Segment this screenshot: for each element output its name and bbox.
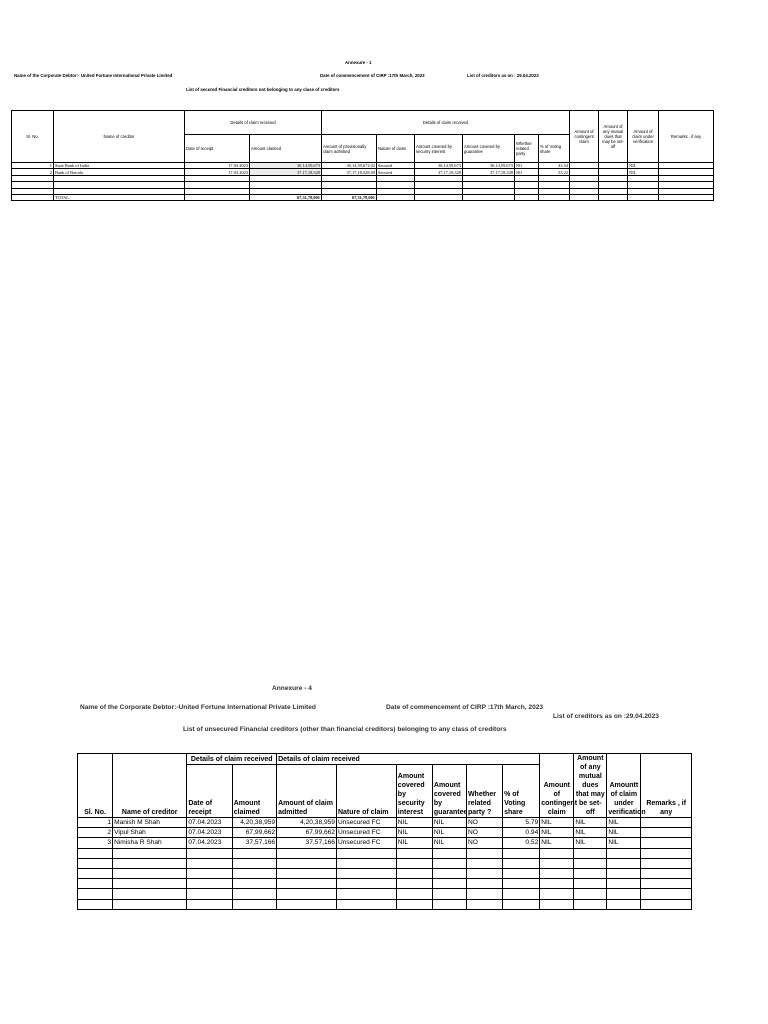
name-cell: Nimisha R Shah — [113, 838, 187, 848]
annexure1-header-contingent: Amount of contingent claim — [570, 111, 599, 163]
security-cell: NIL — [396, 838, 432, 848]
annexure1-header-verification: Amount of claim under verification — [628, 111, 659, 163]
admitted-cell: 37,17,18,328.00 — [322, 169, 377, 175]
annexure1-header-security: Amount covered by security interest — [415, 135, 463, 163]
remarks-cell — [641, 828, 692, 838]
remarks-cell — [641, 818, 692, 828]
annexure4-header-claimed: Amount claimed — [232, 765, 276, 818]
date-cell: 17.03.2023 — [185, 163, 250, 169]
security-cell: NIL — [396, 828, 432, 838]
security-cell: 37,17,18,328 — [415, 169, 463, 175]
table-row — [78, 818, 692, 828]
verification-cell: NIL — [628, 169, 659, 175]
name-cell: State Bank of India — [54, 163, 185, 169]
voting-cell: 5.79 — [503, 818, 540, 828]
annexure4-cirp-date: Date of commencement of CIRP :17th March, 2023 — [386, 704, 544, 711]
annexure4-header-nature: Nature of claim — [336, 765, 396, 818]
total-row — [12, 194, 714, 200]
annexure4-header-claim-received: Details of claim received — [187, 754, 277, 765]
annexure1-cirp-date: Date of commencement of CIRP :17th March, 2023 — [320, 73, 425, 78]
mutual-cell: NIL — [574, 838, 607, 848]
name-cell: Manish M Shah — [113, 818, 187, 828]
guarantee-cell: NIL — [432, 838, 466, 848]
related-cell: NO — [466, 818, 502, 828]
annexure1-table — [11, 110, 714, 201]
sl-cell: 1 — [78, 818, 113, 828]
annexure1-header-guarantee: Amount covered by guarantee — [463, 135, 515, 163]
related-cell: NO — [515, 163, 539, 169]
nature-cell: Unsecured FC — [336, 838, 396, 848]
annexure1-header-mutual: Amount of any mutual dues that may be set-off — [599, 111, 628, 163]
empty-row — [78, 879, 692, 889]
date-cell: 07.04.2023 — [187, 828, 232, 838]
annexure1-header-provisional: Amount of provisionally claim admitted — [322, 135, 377, 163]
annexure4-header-related: Whether related party ? — [466, 765, 502, 818]
sl-cell: 3 — [78, 838, 113, 848]
admitted-cell: 30,14,59,672.02 — [322, 163, 377, 169]
related-cell: NO — [466, 828, 502, 838]
total-label: TOTAL — [54, 194, 185, 200]
nature-cell: Secured — [377, 163, 415, 169]
empty-row — [78, 848, 692, 858]
nature-cell: Unsecured FC — [336, 828, 396, 838]
annexure4-header-voting: % of Voting share — [503, 765, 540, 818]
guarantee-cell: 30,14,59,673 — [463, 163, 515, 169]
sl-cell: 1 — [12, 163, 54, 169]
annexure4-header-date: Date of receipt — [187, 765, 232, 818]
annexure1-header-sl: Sl. No. — [12, 111, 54, 163]
annexure4-header-contingent: Amount of contingent claim — [540, 754, 574, 818]
related-cell: NO — [515, 169, 539, 175]
total-admitted: 67,31,78,001 — [322, 194, 377, 200]
annexure4-corporate-debtor: Name of the Corporate Debtor:-United Fortune International Private Limited — [80, 704, 316, 711]
claimed-cell: 30,14,59,673 — [250, 163, 322, 169]
annexure4-header-name: Name of creditor — [113, 754, 187, 818]
annexure1-header-nature: Nature of claim — [377, 135, 415, 163]
annexure4-header-security: Amount covered by security interest — [396, 765, 432, 818]
annexure4-title: Annexure - 4 — [272, 685, 312, 692]
contingent-cell: NIL — [540, 828, 574, 838]
annexure1-list-date: List of creditors as on : 29.04.2023 — [467, 73, 539, 78]
name-cell: Bank of Baroda — [54, 169, 185, 175]
empty-row — [78, 889, 692, 899]
annexure1-header-related: Whether related party — [515, 135, 539, 163]
annexure4-subtitle: List of unsecured Financial creditors (other than financial creditors) belonging to any class of creditors — [183, 726, 507, 733]
total-claimed: 67,31,78,001 — [250, 194, 322, 200]
claimed-cell: 4,20,38,959 — [232, 818, 276, 828]
voting-cell: 53.22 — [539, 169, 570, 175]
admitted-cell: 67,99,662 — [277, 828, 337, 838]
nature-cell: Unsecured FC — [336, 818, 396, 828]
admitted-cell: 4,20,38,959 — [277, 818, 337, 828]
annexure4-header-sl: Sl. No. — [78, 754, 113, 818]
voting-cell: 0.52 — [503, 838, 540, 848]
security-cell: 30,14,59,673 — [415, 163, 463, 169]
annexure4-header-guarantee: Amount covered by guarantee — [432, 765, 466, 818]
annexure4-header-claim-admitted: Details of claim received — [277, 754, 540, 765]
verification-cell: NIL — [607, 818, 641, 828]
contingent-cell: NIL — [540, 818, 574, 828]
contingent-cell: NIL — [540, 838, 574, 848]
annexure1-subtitle: List of secured Financial creditors not belonging to any class of creditors — [186, 87, 340, 92]
voting-cell: 0.94 — [503, 828, 540, 838]
table-row — [78, 838, 692, 848]
annexure1-header-claim-admitted: Details of claim received — [322, 111, 570, 135]
admitted-cell: 37,57,166 — [277, 838, 337, 848]
empty-row — [78, 899, 692, 909]
annexure1-header-claim-received: Details of claim received — [185, 111, 322, 135]
verification-cell: NIL — [628, 163, 659, 169]
guarantee-cell: 37,17,18,328 — [463, 169, 515, 175]
annexure4-header-verification: Amountt of claim under verification — [607, 754, 641, 818]
verification-cell: NIL — [607, 828, 641, 838]
empty-row — [78, 858, 692, 868]
related-cell: NO — [466, 838, 502, 848]
annexure4-list-date: List of creditors as on :29.04.2023 — [553, 713, 659, 720]
annexure1-header-voting: % of Voting share — [539, 135, 570, 163]
remarks-cell — [641, 838, 692, 848]
claimed-cell: 37,57,166 — [232, 838, 276, 848]
voting-cell: 43.54 — [539, 163, 570, 169]
guarantee-cell: NIL — [432, 828, 466, 838]
nature-cell: Secured — [377, 169, 415, 175]
annexure4-header-mutual: Amount of any mutual dues that may be set- off — [574, 754, 607, 818]
sl-cell: 2 — [78, 828, 113, 838]
date-cell: 07.04.2023 — [187, 838, 232, 848]
mutual-cell: NIL — [574, 818, 607, 828]
sl-cell: 2 — [12, 169, 54, 175]
annexure1-header-date: Date of receipt — [185, 135, 250, 163]
annexure4-table — [77, 753, 692, 910]
annexure1-corporate-debtor: Name of the Corporate Debtor:- United Fortune International Private Limited — [14, 73, 173, 78]
name-cell: Vipul Shah — [113, 828, 187, 838]
security-cell: NIL — [396, 818, 432, 828]
verification-cell: NIL — [607, 838, 641, 848]
annexure1-header-claimed: Amount claimed — [250, 135, 322, 163]
annexure1-header-name: Name of creditor — [54, 111, 185, 163]
annexure4-header-admitted: Amount of claim admitted — [277, 765, 337, 818]
claimed-cell: 67,99,662 — [232, 828, 276, 838]
annexure1-title: Annexure - 1 — [345, 60, 372, 65]
guarantee-cell: NIL — [432, 818, 466, 828]
table-row — [78, 828, 692, 838]
mutual-cell: NIL — [574, 828, 607, 838]
empty-row — [78, 868, 692, 878]
date-cell: 17.03.2023 — [185, 169, 250, 175]
claimed-cell: 37,17,18,328 — [250, 169, 322, 175]
date-cell: 07.04.2023 — [187, 818, 232, 828]
annexure1-header-remarks: Remarks , if any — [659, 111, 714, 163]
annexure4-header-remarks: Remarks , if any — [641, 754, 692, 818]
